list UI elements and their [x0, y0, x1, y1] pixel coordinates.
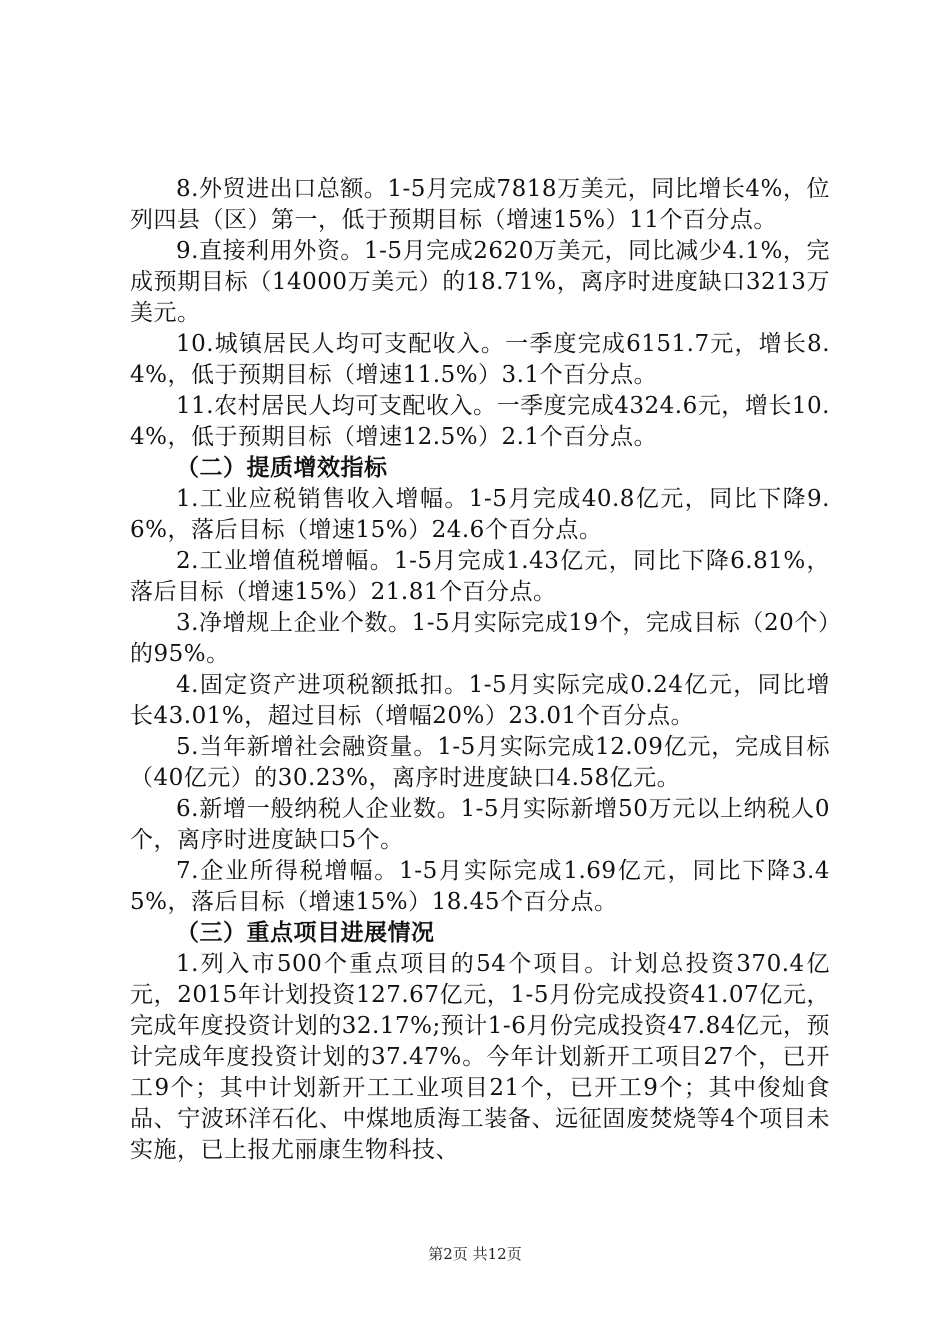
paragraph-rural-income: 11.农村居民人均可支配收入。一季度完成4324.6元，增长10.4%，低于预期目标（增速12.5%）2.1个百分点。	[130, 393, 830, 450]
paragraph-income-tax: 7.企业所得税增幅。1-5月实际完成1.69亿元，同比下降3.45%，落后目标（增速15%）18.45个百分点。	[130, 858, 830, 915]
paragraph-foreign-investment: 9.直接利用外资。1-5月完成2620万美元，同比减少4.1%，完成预期目标（14000万美元）的18.71%，离序时进度缺口3213万美元。	[130, 238, 830, 326]
paragraph-social-financing: 5.当年新增社会融资量。1-5月实际完成12.09亿元，完成目标（40亿元）的30.23%，离序时进度缺口4.58亿元。	[130, 734, 830, 791]
section-heading-key-projects: （三）重点项目进展情况	[176, 920, 435, 946]
paragraph-input-tax-deduction: 4.固定资产进项税额抵扣。1-5月实际完成0.24亿元，同比增长43.01%，超过目标（增幅20%）23.01个百分点。	[130, 672, 830, 729]
paragraph-foreign-trade: 8.外贸进出口总额。1-5月完成7818万美元，同比增长4%，位列四县（区）第一，低于预期目标（增速15%）11个百分点。	[130, 176, 830, 233]
paragraph-net-enterprises: 3.净增规上企业个数。1-5月实际完成19个，完成目标（20个）的95%。	[130, 610, 830, 667]
paragraph-industrial-vat: 2.工业增值税增幅。1-5月完成1.43亿元，同比下降6.81%，落后目标（增速15%）21.81个百分点。	[130, 548, 830, 605]
section-heading-quality-efficiency: （二）提质增效指标	[176, 455, 388, 481]
paragraph-general-taxpayers: 6.新增一般纳税人企业数。1-5月实际新增50万元以上纳税人0个，离序时进度缺口5个。	[130, 796, 830, 853]
page-footer: 第2页 共12页	[428, 1245, 522, 1263]
paragraph-industrial-sales: 1.工业应税销售收入增幅。1-5月完成40.8亿元，同比下降9.6%，落后目标（增速15%）24.6个百分点。	[130, 486, 830, 543]
document-body	[130, 174, 830, 1166]
paragraph-urban-income: 10.城镇居民人均可支配收入。一季度完成6151.7元，增长8.4%，低于预期目标（增速11.5%）3.1个百分点。	[130, 331, 830, 388]
paragraph-key-projects: 1.列入市500个重点项目的54个项目。计划总投资370.4亿元，2015年计划投资127.67亿元，1-5月份完成投资41.07亿元，完成年度投资计划的32.17%;预计1-6月份完成投资47.84亿元，预计完成年度投资计划的37.47%。今年计划新开工项目27个，已开工9个；其中计划新开工工业项目21个，已开工9个；其中俊灿食品、宁波环洋石化、中煤地质海工装备、远征固废焚烧等4个项目未实施，已上报尤丽康生物科技、	[130, 951, 830, 1163]
